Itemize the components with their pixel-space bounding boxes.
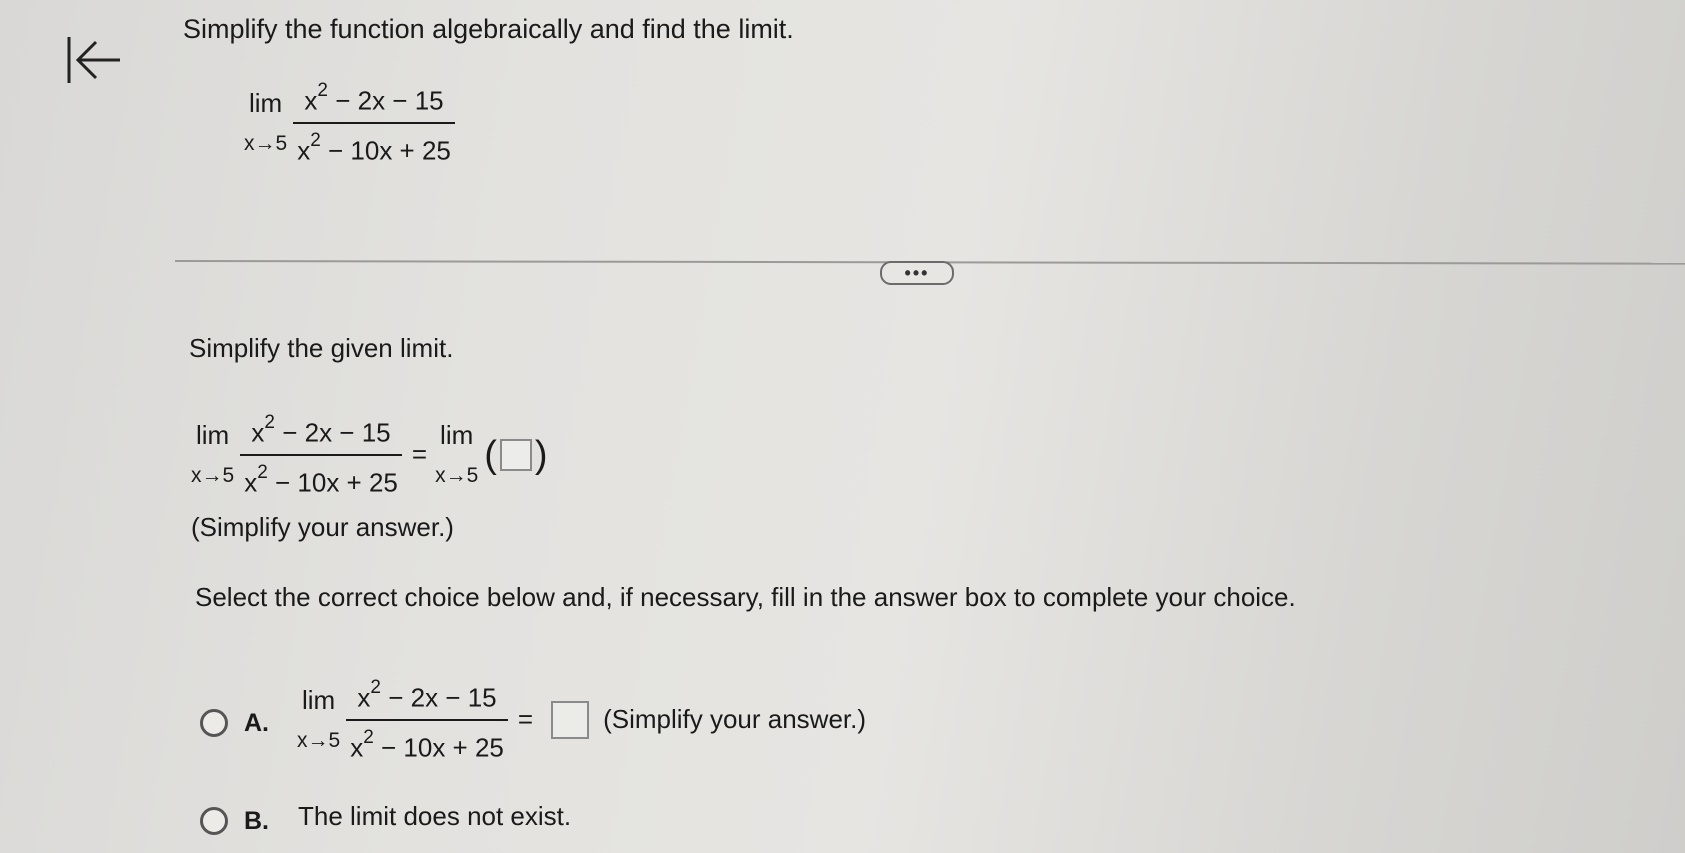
lim-subscript: x→5: [435, 463, 479, 487]
step-limit-equation: [191, 412, 548, 497]
limit-operator: [244, 88, 287, 158]
lim-label: lim: [195, 419, 230, 450]
step-prompt: Simplify the given limit.: [189, 333, 454, 363]
fraction-numerator: $x^2 - 2x - 15$: [251, 412, 391, 448]
paren-open: (: [484, 433, 497, 476]
choice-a-letter: A.: [244, 709, 269, 737]
back-to-first-button[interactable]: [66, 34, 122, 86]
lim-subscript: x→5: [191, 463, 235, 487]
lim-subscript: x→5: [297, 728, 341, 752]
choice-a-radio[interactable]: [200, 709, 228, 737]
choice-a-hint: (Simplify your answer.): [603, 704, 867, 735]
fraction-denominator: $x^2 - 10x + 25$: [350, 726, 504, 763]
limit-fraction: [293, 80, 455, 165]
limit-fraction: [346, 677, 508, 762]
equals-sign: =: [517, 704, 534, 735]
first-page-arrow-icon: [66, 34, 122, 86]
choice-b-letter: B.: [244, 807, 269, 835]
choice-a-answer-input[interactable]: [551, 701, 589, 739]
choice-instruction: Select the correct choice below and, if necessary, fill in the answer box to complete your choice.: [195, 582, 1296, 612]
more-options-button[interactable]: •••: [880, 261, 954, 285]
fraction-numerator: $x^2 - 2x - 15$: [304, 80, 444, 116]
question-title: Simplify the function algebraically and find the limit.: [183, 14, 794, 44]
choice-b-radio[interactable]: [200, 807, 228, 835]
simplified-expression-input[interactable]: [500, 439, 532, 471]
limit-operator-right: [435, 420, 478, 490]
choice-a-expression: [297, 677, 866, 762]
fraction-numerator: $x^2 - 2x - 15$: [357, 677, 497, 713]
limit-operator: [297, 685, 340, 755]
fraction-denominator: $x^2 - 10x + 25$: [297, 129, 451, 166]
lim-subscript: x→5: [244, 131, 288, 155]
lim-label: lim: [440, 419, 474, 450]
limit-fraction: [240, 412, 402, 497]
question-limit-expression: [244, 80, 455, 165]
simplify-hint: (Simplify your answer.): [191, 512, 454, 542]
paren-close: ): [534, 433, 548, 476]
lim-label: lim: [301, 684, 336, 715]
limit-operator: [191, 420, 234, 490]
equals-sign: =: [411, 439, 428, 470]
fraction-denominator: $x^2 - 10x + 25$: [244, 461, 398, 498]
choice-b-text: The limit does not exist.: [298, 801, 572, 831]
lim-label: lim: [248, 87, 283, 118]
